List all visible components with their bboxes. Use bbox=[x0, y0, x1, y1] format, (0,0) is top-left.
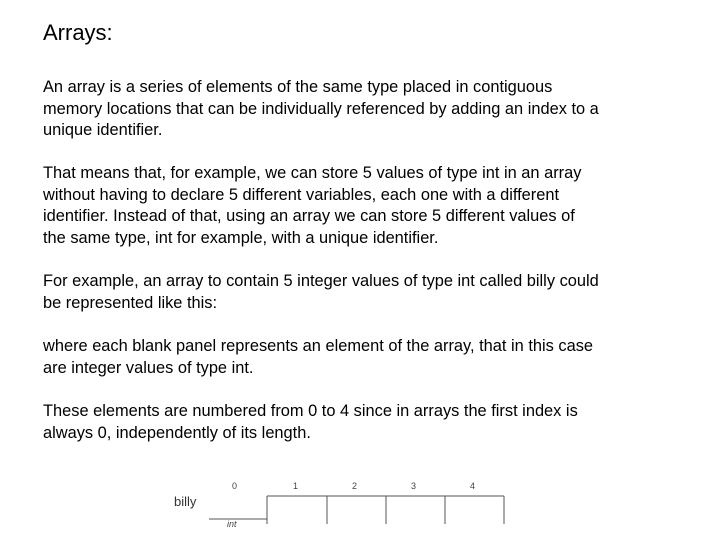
array-name-label: billy bbox=[174, 494, 197, 509]
text-line: always 0, independently of its length. bbox=[43, 423, 311, 442]
text-line: These elements are numbered from 0 to 4 since in arrays the first index is bbox=[43, 402, 578, 420]
index-label: 2 bbox=[352, 481, 358, 491]
index-label: 0 bbox=[232, 481, 238, 491]
paragraph-array-motivation bbox=[43, 163, 683, 249]
text-line: identifier. Instead of that, using an array we can store 5 different values of bbox=[43, 207, 575, 225]
text-line: are integer values of type int. bbox=[43, 358, 254, 377]
paragraph-array-panels bbox=[43, 336, 683, 379]
text-line: memory locations that can be individually referenced by adding an index to a bbox=[43, 99, 599, 118]
text-line: An array is a series of elements of the same type placed in contiguous bbox=[43, 78, 553, 96]
paragraph-array-indexing bbox=[43, 401, 683, 444]
text-line: where each blank panel represents an element of the array, that in this case bbox=[43, 337, 594, 355]
element-type-label: int bbox=[227, 519, 237, 529]
index-label: 1 bbox=[293, 481, 299, 491]
paragraph-array-example bbox=[43, 271, 683, 314]
text-line: the same type, int for example, with a unique identifier. bbox=[43, 228, 439, 247]
text-line: without having to declare 5 different variables, each one with a different bbox=[43, 185, 560, 204]
array-diagram bbox=[165, 478, 515, 540]
array-diagram-lines bbox=[165, 478, 515, 540]
text-line: For example, an array to contain 5 integer values of type int called billy could bbox=[43, 272, 599, 290]
text-line: That means that, for example, we can store 5 values of type int in an array bbox=[43, 164, 582, 182]
index-label: 3 bbox=[411, 481, 417, 491]
text-line: unique identifier. bbox=[43, 121, 163, 139]
index-label: 4 bbox=[470, 481, 476, 491]
text-line: be represented like this: bbox=[43, 293, 218, 312]
paragraph-array-definition bbox=[43, 77, 683, 142]
slide-title: Arrays: bbox=[43, 20, 113, 45]
